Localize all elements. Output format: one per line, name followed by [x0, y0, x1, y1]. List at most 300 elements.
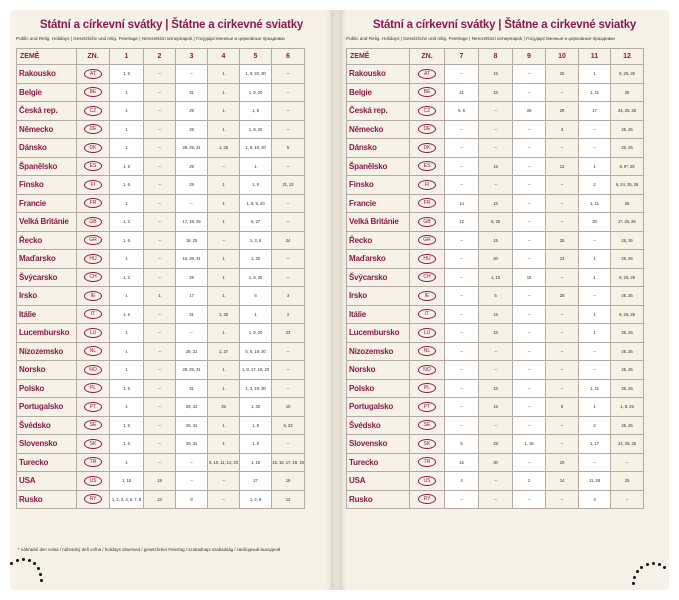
holiday-cell: – [144, 250, 176, 269]
country-code-badge: RY [418, 494, 436, 504]
country-code-badge: US [84, 476, 102, 486]
country-name: Finsko [17, 176, 77, 195]
holiday-cell: 1, 9 [240, 416, 272, 435]
holiday-cell: – [445, 176, 479, 195]
country-code-cell [410, 102, 445, 121]
holiday-cell: 12 [546, 157, 579, 176]
country-code-cell [77, 324, 110, 343]
holiday-cell: 1, 26 [208, 139, 240, 158]
holiday-cell: – [579, 287, 611, 306]
table-row [347, 287, 644, 306]
holiday-cell: 1, 8 [240, 435, 272, 454]
holiday-cell: 14 [546, 472, 579, 491]
country-code-badge: SK [84, 439, 102, 449]
country-code-cell [77, 398, 110, 417]
page-subtitle: Public and Relig. Holidays | Gesetzliche und relig. Feiertage | Nemzetközi ünnepnapok | Государственные и церковные праздники [16, 36, 285, 41]
holiday-cell: 1, 27 [208, 342, 240, 361]
holiday-cell: – [513, 83, 546, 102]
table-row [17, 102, 305, 121]
holiday-cell: 25, 26 [611, 324, 644, 343]
country-name: Maďarsko [347, 250, 410, 269]
table-row [347, 453, 644, 472]
table-row [347, 324, 644, 343]
holiday-cell: – [445, 342, 479, 361]
holiday-cell: 25 [208, 398, 240, 417]
country-name: Polsko [347, 379, 410, 398]
country-name: Rusko [17, 490, 77, 509]
holiday-cell: 1, 9, 20 [240, 268, 272, 287]
holiday-cell: 15 [479, 194, 513, 213]
country-code-cell [77, 231, 110, 250]
holiday-cell: 1, 11 [579, 194, 611, 213]
holiday-cell: 1, 20 [240, 250, 272, 269]
table-row [17, 342, 305, 361]
country-code-cell [410, 83, 445, 102]
holiday-cell: – [176, 453, 208, 472]
table-row [347, 157, 644, 176]
holiday-cell: 1, 11 [579, 379, 611, 398]
country-code-badge: CZ [418, 106, 436, 116]
country-code-badge: AT [418, 69, 436, 79]
holiday-cell: 1 [208, 194, 240, 213]
holiday-cell: 29, 31 [176, 398, 208, 417]
country-name: USA [347, 472, 410, 491]
table-row [347, 490, 644, 509]
country-name: Lucembursko [17, 324, 77, 343]
holiday-cell: 15 [513, 268, 546, 287]
holiday-cell: 1, 8 [240, 102, 272, 121]
dot [10, 562, 13, 565]
country-code-badge: LU [418, 328, 436, 338]
holiday-cell: – [546, 139, 579, 158]
holiday-cell: 17, 18, 29 [176, 213, 208, 232]
holiday-cell: 28 [546, 102, 579, 121]
holiday-cell: 21 [445, 83, 479, 102]
holiday-cell: 21, 22 [272, 176, 305, 195]
dot [646, 563, 649, 566]
country-name: Norsko [347, 361, 410, 380]
country-name: Velká Británie [347, 213, 410, 232]
holiday-cell: 31 [176, 83, 208, 102]
holiday-cell: 17 [579, 102, 611, 121]
header-row [347, 49, 644, 65]
table-row [17, 176, 305, 195]
holiday-cell: 1 [208, 379, 240, 398]
dot [633, 576, 636, 579]
holiday-cell: 1 [110, 102, 144, 121]
holiday-cell: – [144, 342, 176, 361]
holiday-cell: 8, 25, 26 [611, 65, 644, 84]
country-name: Portugalsko [17, 398, 77, 417]
holiday-cell: – [445, 361, 479, 380]
holiday-cell: – [445, 139, 479, 158]
holiday-cell: 1, 9, 20 [240, 120, 272, 139]
country-code-badge: CZ [84, 106, 102, 116]
holiday-cell: – [144, 361, 176, 380]
holiday-cell: – [176, 65, 208, 84]
holiday-cell: 2 [579, 416, 611, 435]
table-row [347, 342, 644, 361]
holiday-cell: 28 [546, 231, 579, 250]
table-row [347, 194, 644, 213]
country-code-badge: US [418, 476, 436, 486]
holiday-cell: 20 [479, 250, 513, 269]
country-code-cell [77, 250, 110, 269]
holiday-cell: 25, 26 [611, 361, 644, 380]
header-month: 11 [579, 49, 611, 65]
holiday-cell: – [445, 157, 479, 176]
holiday-cell: – [579, 139, 611, 158]
holiday-cell: 1, 9 [240, 176, 272, 195]
country-name: Slovensko [347, 435, 410, 454]
country-name: Portugalsko [347, 398, 410, 417]
holiday-cell: – [144, 176, 176, 195]
country-code-cell [410, 120, 445, 139]
holiday-cell: – [513, 342, 546, 361]
holiday-cell: 1 [110, 83, 144, 102]
holiday-cell: 5 [479, 287, 513, 306]
country-name: Německo [347, 120, 410, 139]
country-code-badge: PT [84, 402, 102, 412]
holiday-cell: 9, 10, 11, 12, 23 [208, 453, 240, 472]
table-row [347, 65, 644, 84]
holiday-cell: – [546, 305, 579, 324]
country-name: Francie [17, 194, 77, 213]
holiday-cell: 1 [208, 120, 240, 139]
holiday-cell: – [176, 324, 208, 343]
country-name: Česká rep. [347, 102, 410, 121]
holiday-cell: 25, 26 [611, 231, 644, 250]
holiday-cell: 1, 17 [579, 435, 611, 454]
dot [658, 563, 661, 566]
holiday-cell: 29 [176, 102, 208, 121]
holiday-cell: – [513, 194, 546, 213]
country-code-badge: SE [84, 420, 102, 430]
holiday-cell: – [272, 83, 305, 102]
holiday-cell: – [272, 65, 305, 84]
country-name: Švédsko [347, 416, 410, 435]
holiday-cell: 25 [611, 83, 644, 102]
country-code-cell [410, 139, 445, 158]
holiday-cell: – [546, 324, 579, 343]
holiday-cell: 1 [208, 176, 240, 195]
holiday-cell: 1, 11 [579, 83, 611, 102]
holiday-cell: – [513, 231, 546, 250]
holiday-cell: 1, 2 [110, 268, 144, 287]
holiday-cell: – [479, 361, 513, 380]
country-code-cell [410, 453, 445, 472]
country-code-badge: NO [418, 365, 436, 375]
header-month: 7 [445, 49, 479, 65]
header-month: 10 [546, 49, 579, 65]
table-row [17, 398, 305, 417]
holiday-cell: – [513, 65, 546, 84]
country-code-cell [77, 176, 110, 195]
holiday-cell: 29 [176, 176, 208, 195]
footnote: * náhradní den volna / náhradný deň voľna / holidays observed / gesetzlicher Feiertag / szabadnapi szabadság / свободный выходной [18, 547, 281, 552]
holiday-cell: 25 [611, 194, 644, 213]
country-code-badge: NL [418, 346, 436, 356]
country-code-cell [77, 213, 110, 232]
dot [28, 559, 31, 562]
holiday-cell: 29 [176, 157, 208, 176]
holiday-cell: – [208, 472, 240, 491]
holiday-cell: 1, 2, 3, 4, 5, 7, 8 [110, 490, 144, 509]
country-name: Polsko [17, 379, 77, 398]
header-month: 12 [611, 49, 644, 65]
country-code-cell [410, 305, 445, 324]
holiday-cell: 1 [208, 102, 240, 121]
holiday-cell: 15 [479, 65, 513, 84]
table-row [17, 490, 305, 509]
country-code-badge: ES [84, 161, 102, 171]
holiday-cell: – [445, 287, 479, 306]
table-row [347, 231, 644, 250]
table-row [347, 139, 644, 158]
holiday-cell: 1 [240, 157, 272, 176]
holiday-cell: 4 [579, 490, 611, 509]
holiday-cell: 5 [272, 139, 305, 158]
holiday-cell: – [272, 250, 305, 269]
header-code: ZN. [410, 49, 445, 65]
country-code-cell [77, 157, 110, 176]
holiday-cell: – [546, 342, 579, 361]
holiday-cell: – [445, 379, 479, 398]
country-code-cell [77, 194, 110, 213]
country-name: Rusko [347, 490, 410, 509]
holiday-cell: 15, 16, 17, 18, 19 [272, 453, 305, 472]
table-row [17, 231, 305, 250]
country-name: Francie [347, 194, 410, 213]
country-code-badge: IT [84, 309, 102, 319]
holiday-cell: 1 [208, 361, 240, 380]
holiday-cell: 11, 28 [579, 472, 611, 491]
holiday-cell: – [144, 157, 176, 176]
page-title: Státní a církevní svátky | Štátne a cirkevné sviatky [39, 19, 304, 31]
holiday-cell: 19 [272, 472, 305, 491]
table-row [17, 453, 305, 472]
holiday-cell: – [546, 490, 579, 509]
holiday-cell: – [144, 305, 176, 324]
holiday-cell: 29, 31 [176, 416, 208, 435]
holiday-cell: – [208, 231, 240, 250]
holiday-cell: – [479, 102, 513, 121]
holiday-cell: 1 [579, 65, 611, 84]
table-row [17, 305, 305, 324]
holiday-cell: – [546, 361, 579, 380]
country-code-cell [410, 250, 445, 269]
holiday-cell: – [479, 176, 513, 195]
holiday-cell: 1 [579, 305, 611, 324]
country-code-cell [77, 379, 110, 398]
holiday-cell: – [144, 65, 176, 84]
holiday-cell: 12 [272, 490, 305, 509]
holiday-cell: 29 [176, 120, 208, 139]
country-code-cell [77, 65, 110, 84]
holiday-cell: – [144, 398, 176, 417]
country-code-cell [410, 435, 445, 454]
table-row [17, 157, 305, 176]
table-row [17, 83, 305, 102]
holiday-cell: – [144, 324, 176, 343]
dot [663, 566, 666, 569]
country-code-cell [410, 176, 445, 195]
country-name: Dánsko [347, 139, 410, 158]
country-code-cell [410, 361, 445, 380]
holiday-cell: 2 [513, 472, 546, 491]
country-name: Nizozemsko [17, 342, 77, 361]
table-row [347, 176, 644, 195]
country-code-cell [410, 342, 445, 361]
dot [39, 573, 42, 576]
table-row [17, 268, 305, 287]
header-country: ZEMĚ [17, 49, 77, 65]
holiday-cell: 8 [176, 490, 208, 509]
table-row [17, 250, 305, 269]
table-row [347, 268, 644, 287]
holiday-cell: 25, 26 [611, 287, 644, 306]
country-code-badge: FR [418, 198, 436, 208]
country-name: Itálie [347, 305, 410, 324]
country-code-badge: SK [418, 439, 436, 449]
dot [636, 570, 639, 573]
country-code-cell [410, 231, 445, 250]
holiday-cell: – [513, 398, 546, 417]
country-code-badge: HU [84, 254, 102, 264]
country-code-badge: BE [84, 87, 102, 97]
holiday-cell: – [445, 398, 479, 417]
holiday-cell: – [546, 194, 579, 213]
country-name: Slovensko [17, 435, 77, 454]
holiday-cell: – [611, 453, 644, 472]
holiday-cell: 1, 3, 6 [240, 231, 272, 250]
table-row [347, 416, 644, 435]
holiday-cell: 1 [208, 287, 240, 306]
holiday-cell: 1 [579, 268, 611, 287]
country-code-cell [410, 213, 445, 232]
country-code-cell [77, 472, 110, 491]
holiday-cell: 26 [546, 65, 579, 84]
table-row [17, 65, 305, 84]
country-code-badge: DK [84, 143, 102, 153]
holiday-cell: 1 [208, 324, 240, 343]
holiday-cell: – [144, 268, 176, 287]
holiday-cell: 1, 9, 20, 30 [240, 65, 272, 84]
country-code-cell [77, 120, 110, 139]
holiday-cell: 28, 29, 31 [176, 361, 208, 380]
holiday-cell: – [445, 305, 479, 324]
holiday-cell: 1, 9, 20 [240, 324, 272, 343]
table-row [347, 102, 644, 121]
holiday-cell: 1, 9, 17, 19, 20 [240, 361, 272, 380]
holiday-cell: – [445, 231, 479, 250]
holiday-cell: 1, 15 [110, 472, 144, 491]
holiday-cell: 17 [176, 287, 208, 306]
holiday-cell: 1, 9, 20 [240, 83, 272, 102]
holiday-cell: – [272, 379, 305, 398]
holiday-cell: – [208, 490, 240, 509]
holiday-cell: 1 [110, 453, 144, 472]
holiday-cell: 29 [479, 435, 513, 454]
header-code: ZN. [77, 49, 110, 65]
holiday-cell: – [445, 250, 479, 269]
holiday-cell: – [546, 435, 579, 454]
country-name: Řecko [347, 231, 410, 250]
holiday-cell: 23 [546, 250, 579, 269]
holiday-cell: 28 [513, 102, 546, 121]
holiday-cell: 3 [272, 287, 305, 306]
holiday-cell: – [272, 120, 305, 139]
holiday-cell: 1, 8, 25 [611, 398, 644, 417]
holiday-cell: 1, 2 [110, 213, 144, 232]
country-code-badge: PL [418, 383, 436, 393]
holiday-cell: 23 [272, 324, 305, 343]
holiday-cell: 12 [445, 213, 479, 232]
country-code-badge: CH [84, 272, 102, 282]
country-name: Itálie [17, 305, 77, 324]
holiday-cell: 15 [479, 83, 513, 102]
country-code-badge: DE [84, 124, 102, 134]
country-code-cell [77, 361, 110, 380]
header-month: 8 [479, 49, 513, 65]
country-code-cell [410, 268, 445, 287]
holiday-cell: 1 [110, 342, 144, 361]
holiday-cell: 25, 26 [611, 139, 644, 158]
holiday-cell: 1, 9, 19, 20 [240, 139, 272, 158]
header-month: 9 [513, 49, 546, 65]
holiday-cell: 15, 29, 31 [176, 250, 208, 269]
country-code-cell [77, 305, 110, 324]
holiday-cell: 15 [479, 324, 513, 343]
holiday-cell: 1 [208, 250, 240, 269]
country-code-badge: BE [418, 87, 436, 97]
table-row [347, 379, 644, 398]
holiday-cell: – [144, 379, 176, 398]
country-code-badge: LU [84, 328, 102, 338]
holiday-cell: – [579, 231, 611, 250]
holiday-cell: – [513, 490, 546, 509]
holiday-cell: 1, 6 [110, 65, 144, 84]
header-month: 6 [272, 49, 305, 65]
country-code-cell [77, 268, 110, 287]
holiday-cell: – [546, 379, 579, 398]
holiday-cell: 1 [579, 398, 611, 417]
holiday-cell: – [579, 453, 611, 472]
holiday-cell: 1, 2, 9 [240, 490, 272, 509]
holiday-cell: 1 [110, 361, 144, 380]
holiday-cell: 5 [546, 398, 579, 417]
holiday-cell: 1 [208, 268, 240, 287]
holiday-cell: – [144, 139, 176, 158]
country-code-cell [77, 83, 110, 102]
holiday-cell: – [445, 416, 479, 435]
country-name: USA [17, 472, 77, 491]
holiday-cell: 1 [240, 305, 272, 324]
holiday-cell: – [611, 490, 644, 509]
country-code-badge: DK [418, 143, 436, 153]
header-month: 4 [208, 49, 240, 65]
country-name: Švýcarsko [17, 268, 77, 287]
country-code-badge: IE [418, 291, 436, 301]
holiday-cell: 1, 6 [110, 176, 144, 195]
holiday-cell: – [272, 342, 305, 361]
holiday-cell: – [208, 157, 240, 176]
holiday-cell: – [479, 472, 513, 491]
table-row [17, 435, 305, 454]
holiday-cell: – [513, 324, 546, 343]
table-row [347, 398, 644, 417]
country-code-badge: TR [84, 457, 102, 467]
